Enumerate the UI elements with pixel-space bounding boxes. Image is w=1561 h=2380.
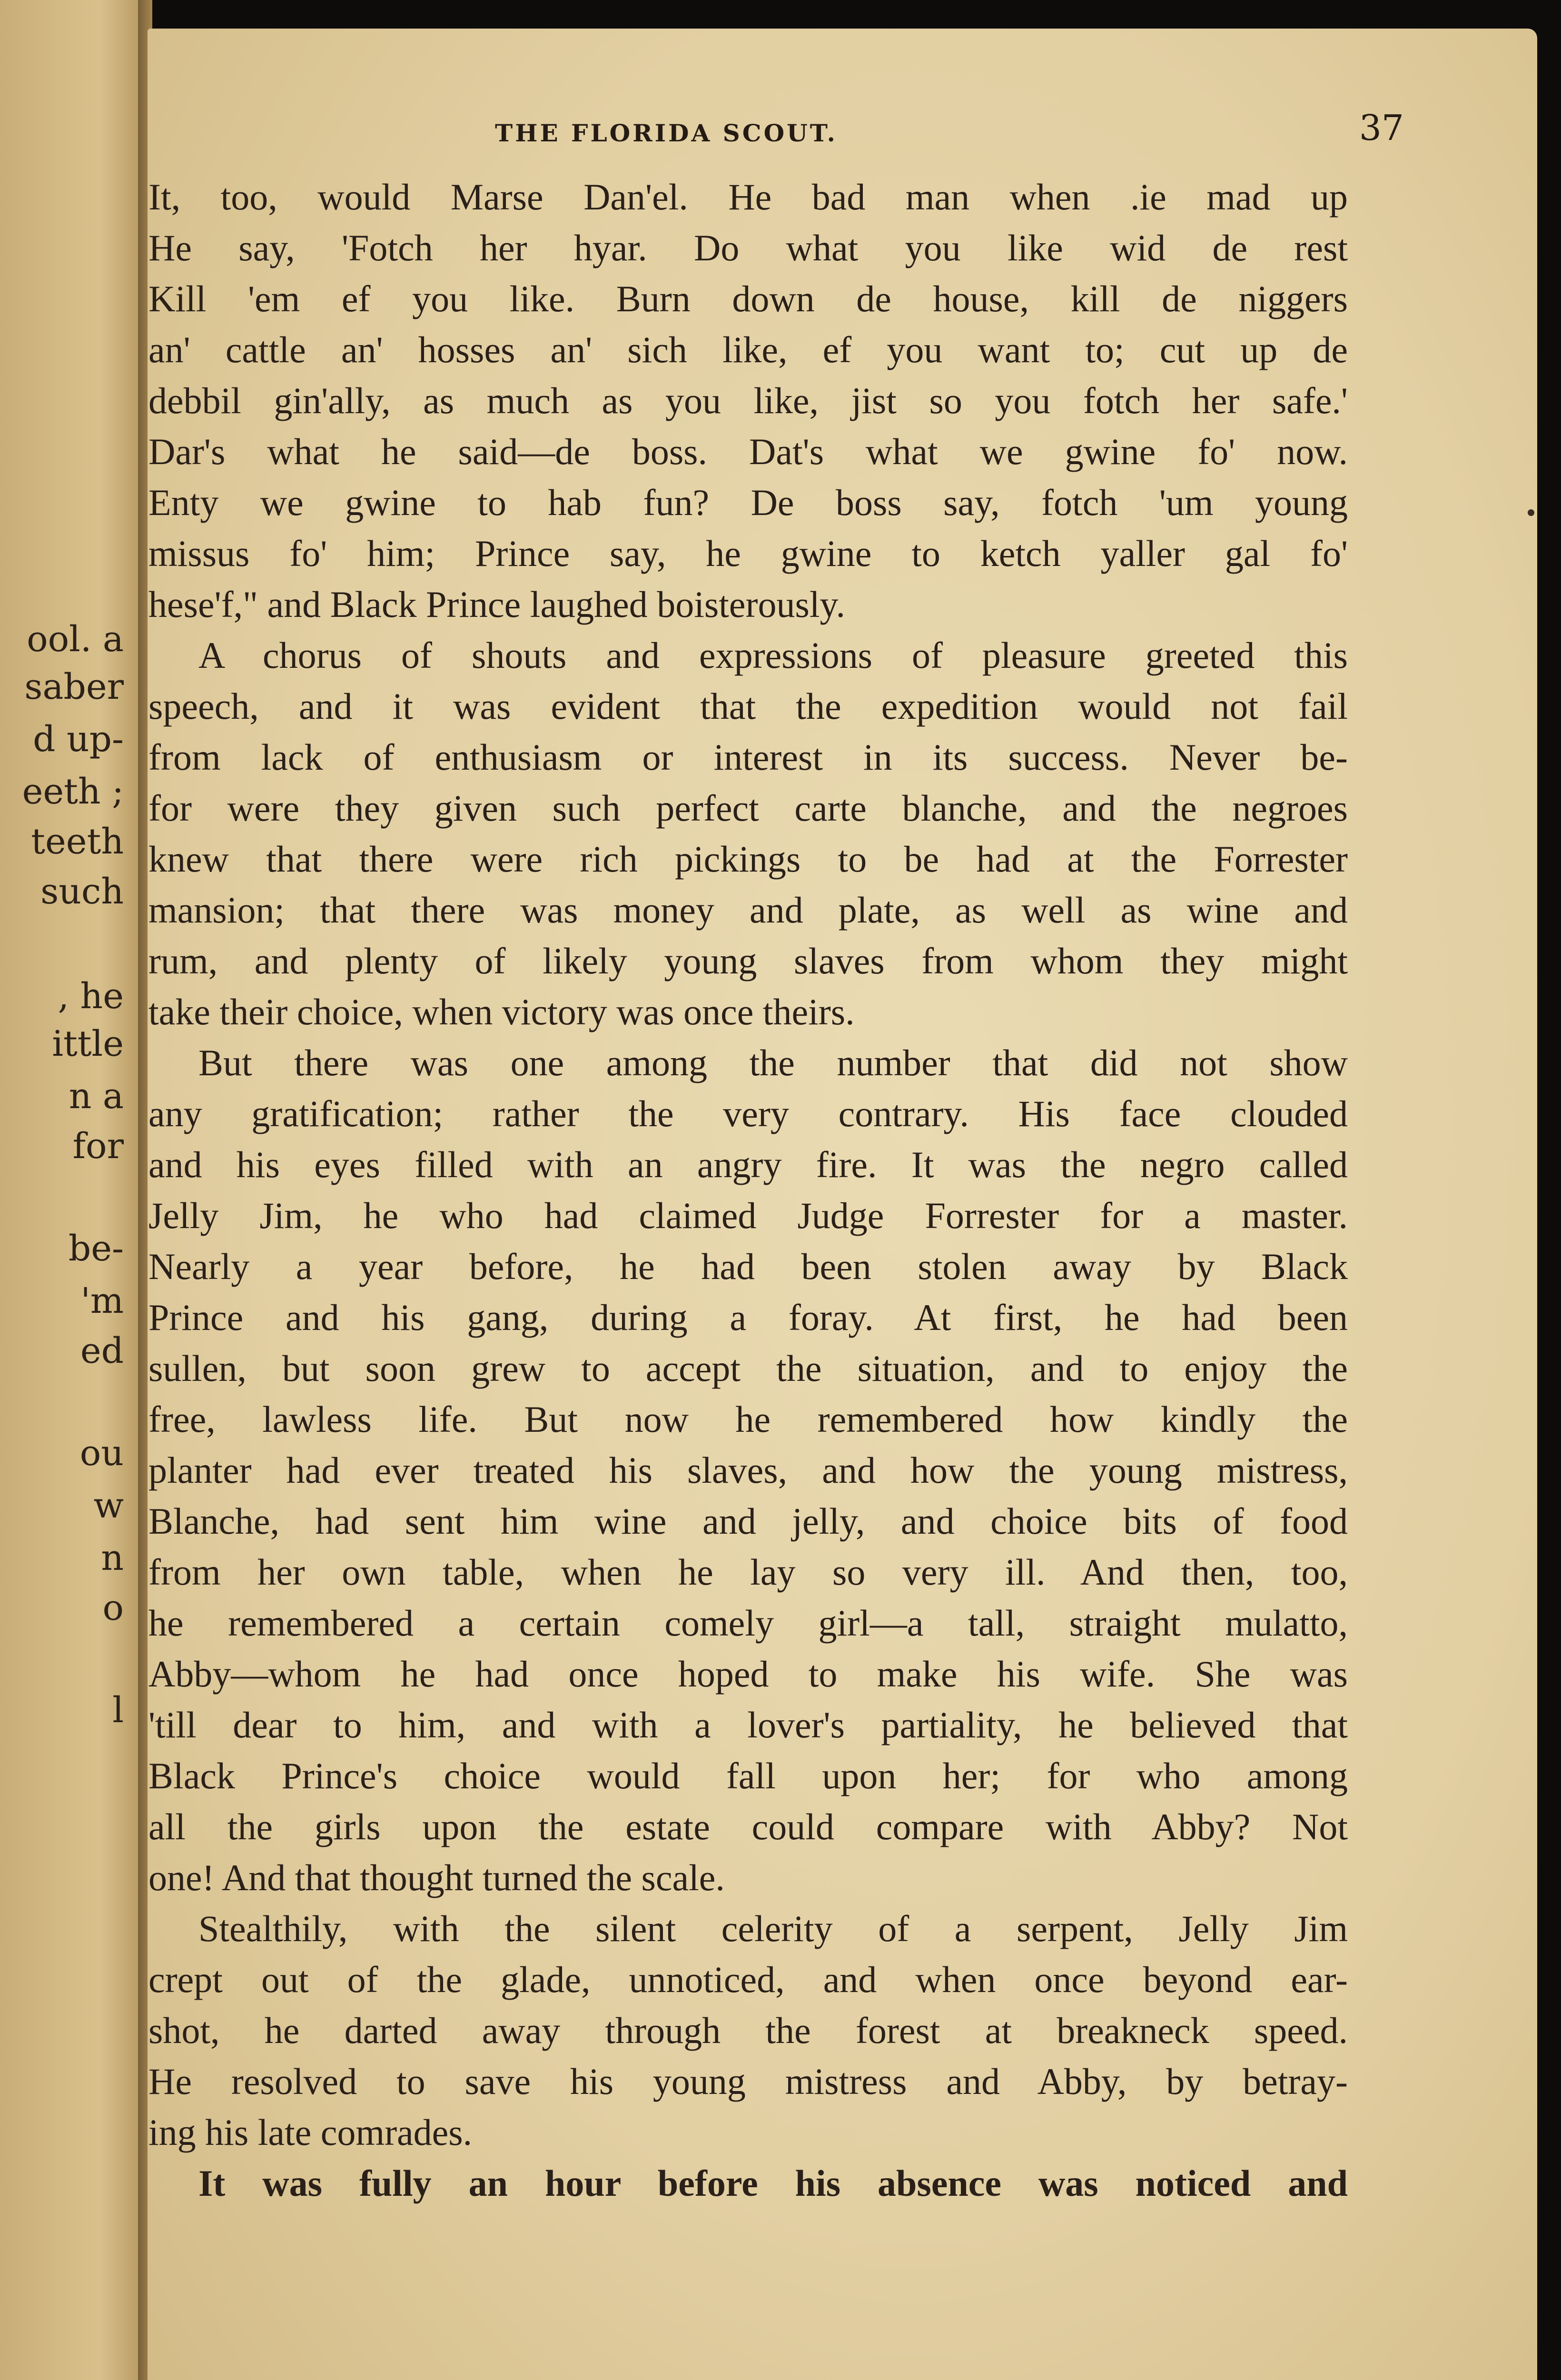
text-line: shot, he darted away through the forest at breakneck speed. [148, 2010, 1348, 2051]
facing-page-fragment: n [101, 1537, 124, 1578]
text-line: an' cattle an' hosses an' sich like, ef you want to; cut up de [148, 329, 1348, 370]
text-line: Prince and his gang, during a foray. At first, he had been [148, 1297, 1348, 1338]
text-line: mansion; that there was money and plate, as well as wine and [148, 889, 1348, 931]
paragraph [148, 1903, 1348, 2158]
facing-page-fragment: d up- [33, 719, 124, 760]
text-line: from lack of enthusiasm or interest in its success. Never be- [148, 736, 1348, 778]
text-line: It was fully an hour before his absence was noticed and [198, 2162, 1348, 2204]
page-number: 37 [1359, 108, 1404, 149]
text-line: He say, 'Fotch her hyar. Do what you like wid de rest [148, 227, 1348, 268]
book-page [148, 29, 1537, 2380]
text-line: Jelly Jim, he who had claimed Judge Forrester for a master. [148, 1195, 1348, 1236]
facing-page-fragment: saber [24, 666, 124, 707]
text-line: from her own table, when he lay so very ill. And then, too, [148, 1551, 1348, 1593]
text-line: any gratification; rather the very contrary. His face clouded [148, 1093, 1348, 1134]
text-line: sullen, but soon grew to accept the situation, and to enjoy the [148, 1348, 1348, 1389]
facing-page-fragment: 'm [80, 1280, 124, 1321]
facing-page-sliver [0, 0, 143, 2380]
running-head-title: THE FLORIDA SCOUT. [495, 119, 838, 147]
facing-page-fragment: teeth [31, 821, 124, 862]
text-line: It, too, would Marse Dan'el. He bad man when .ie mad up [148, 176, 1348, 218]
text-line: hese'f," and Black Prince laughed boisterously. [148, 584, 845, 625]
facing-page-fragment: ool. a [27, 619, 124, 660]
text-line: Dar's what he said—de boss. Dat's what we gwine fo' now. [148, 431, 1348, 472]
facing-page-fragment: ittle [52, 1023, 124, 1064]
text-line: But there was one among the number that did not show [198, 1042, 1348, 1083]
text-line: knew that there were rich pickings to be had at the Forrester [148, 838, 1348, 880]
text-line: planter had ever treated his slaves, and how the young mistress, [148, 1449, 1348, 1491]
text-line: Blanche, had sent him wine and jelly, and choice bits of food [148, 1500, 1348, 1542]
text-line: and his eyes filled with an angry fire. It was the negro called [148, 1144, 1348, 1185]
text-line: Abby—whom he had once hoped to make his wife. She was [148, 1653, 1348, 1695]
text-line: all the girls upon the estate could compare with Abby? Not [148, 1806, 1348, 1847]
facing-page-fragment: ou [79, 1433, 124, 1474]
text-line: 'till dear to him, and with a lover's partiality, he believed that [148, 1704, 1348, 1745]
text-line: speech, and it was evident that the expedition would not fail [148, 685, 1348, 727]
facing-page-fragment: for [72, 1126, 124, 1167]
text-line: free, lawless life. But now he remembered how kindly the [148, 1398, 1348, 1440]
facing-page-fragment: l [112, 1690, 124, 1731]
text-line: Black Prince's choice would fall upon her; for who among [148, 1755, 1348, 1796]
facing-page-fragment: , he [58, 976, 124, 1017]
facing-page-fragment: be- [68, 1228, 124, 1269]
text-line: missus fo' him; Prince say, he gwine to ketch yaller gal fo' [148, 533, 1348, 574]
paragraph [148, 630, 1348, 1037]
facing-page-fragment: n a [69, 1076, 124, 1117]
running-head [148, 108, 1537, 162]
text-line: crept out of the glade, unnoticed, and when once beyond ear- [148, 1959, 1348, 2000]
facing-page-fragment: eeth ; [22, 771, 124, 812]
facing-page-fragment: ed [80, 1330, 124, 1371]
body-text [148, 171, 1348, 2209]
text-line: he remembered a certain comely girl—a tall, straight mulatto, [148, 1602, 1348, 1644]
text-line: ing his late comrades. [148, 2112, 473, 2153]
ink-speck [1528, 509, 1534, 516]
text-line: rum, and plenty of likely young slaves from whom they might [148, 940, 1348, 982]
text-line: one! And that thought turned the scale. [148, 1857, 725, 1898]
facing-page-fragment: w [93, 1485, 124, 1526]
paragraph [148, 2158, 1348, 2209]
text-line: Enty we gwine to hab fun? De boss say, fotch 'um young [148, 482, 1348, 523]
text-line: Stealthily, with the silent celerity of a serpent, Jelly Jim [198, 1908, 1348, 1949]
text-line: He resolved to save his young mistress and Abby, by betray- [148, 2061, 1348, 2102]
paragraph [148, 171, 1348, 630]
facing-page-fragment: o [102, 1587, 124, 1628]
text-line: A chorus of shouts and expressions of pleasure greeted this [198, 635, 1348, 676]
paragraph [148, 1037, 1348, 1903]
text-line: Nearly a year before, he had been stolen away by Black [148, 1246, 1348, 1287]
facing-page-fragment: such [40, 871, 124, 912]
text-line: take their choice, when victory was once theirs. [148, 991, 855, 1032]
text-line: Kill 'em ef you like. Burn down de house, kill de niggers [148, 278, 1348, 319]
text-line: debbil gin'ally, as much as you like, jist so you fotch her safe.' [148, 380, 1348, 421]
text-line: for were they given such perfect carte blanche, and the negroes [148, 787, 1348, 829]
